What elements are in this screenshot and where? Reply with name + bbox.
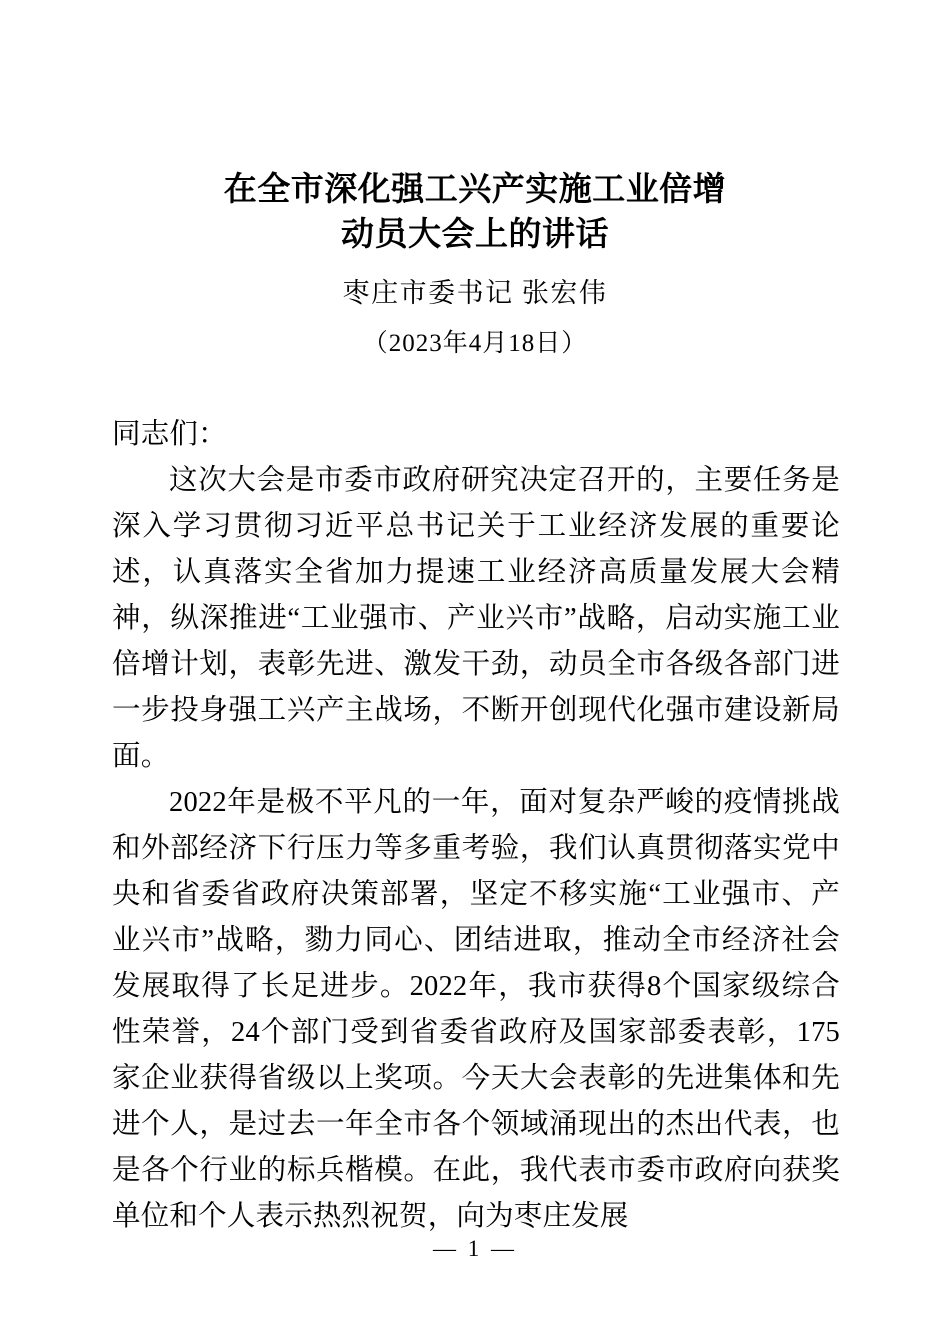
- body-paragraph-1: 这次大会是市委市政府研究决定召开的，主要任务是深入学习贯彻习近平总书记关于工业经济发展的重要论述，认真落实全省加力提速工业经济高质量发展大会精神，纵深推进“工业强市、产业兴市”战略，启动实施工业倍增计划，表彰先进、激发干劲，动员全市各级各部门进一步投身强工兴产主战场，不断开创现代化强市建设新局面。: [112, 465, 840, 772]
- document-date: （2023年4月18日）: [362, 330, 588, 357]
- document-title-line-2: 动员大会上的讲话: [341, 214, 609, 253]
- document-title: [112, 166, 838, 256]
- page-number: — 1 —: [433, 1236, 517, 1261]
- document-title-line-1: 在全市深化强工兴产实施工业倍增: [223, 169, 727, 208]
- body-paragraph-2: 2022年是极不平凡的一年，面对复杂严峻的疫情挑战和外部经济下行压力等多重考验，我们认真贯彻落实党中央和省委省政府决策部署，坚定不移实施“工业强市、产业兴市”战略，勠力同心、团结进取，推动全市经济社会发展取得了长足进步。2022年，我市获得8个国家级综合性荣誉，24个部门受到省委省政府及国家部委表彰，175家企业获得省级以上奖项。今天大会表彰的先进集体和先进个人，是过去一年全市各个领域涌现出的杰出代表，也是各个行业的标兵楷模。在此，我代表市委市政府向获奖单位和个人表示热烈祝贺，向为枣庄发展: [112, 787, 840, 1232]
- document-body: [112, 412, 840, 1240]
- salutation: 同志们：: [112, 419, 227, 450]
- document-author: 枣庄市委书记 张宏伟: [342, 278, 608, 308]
